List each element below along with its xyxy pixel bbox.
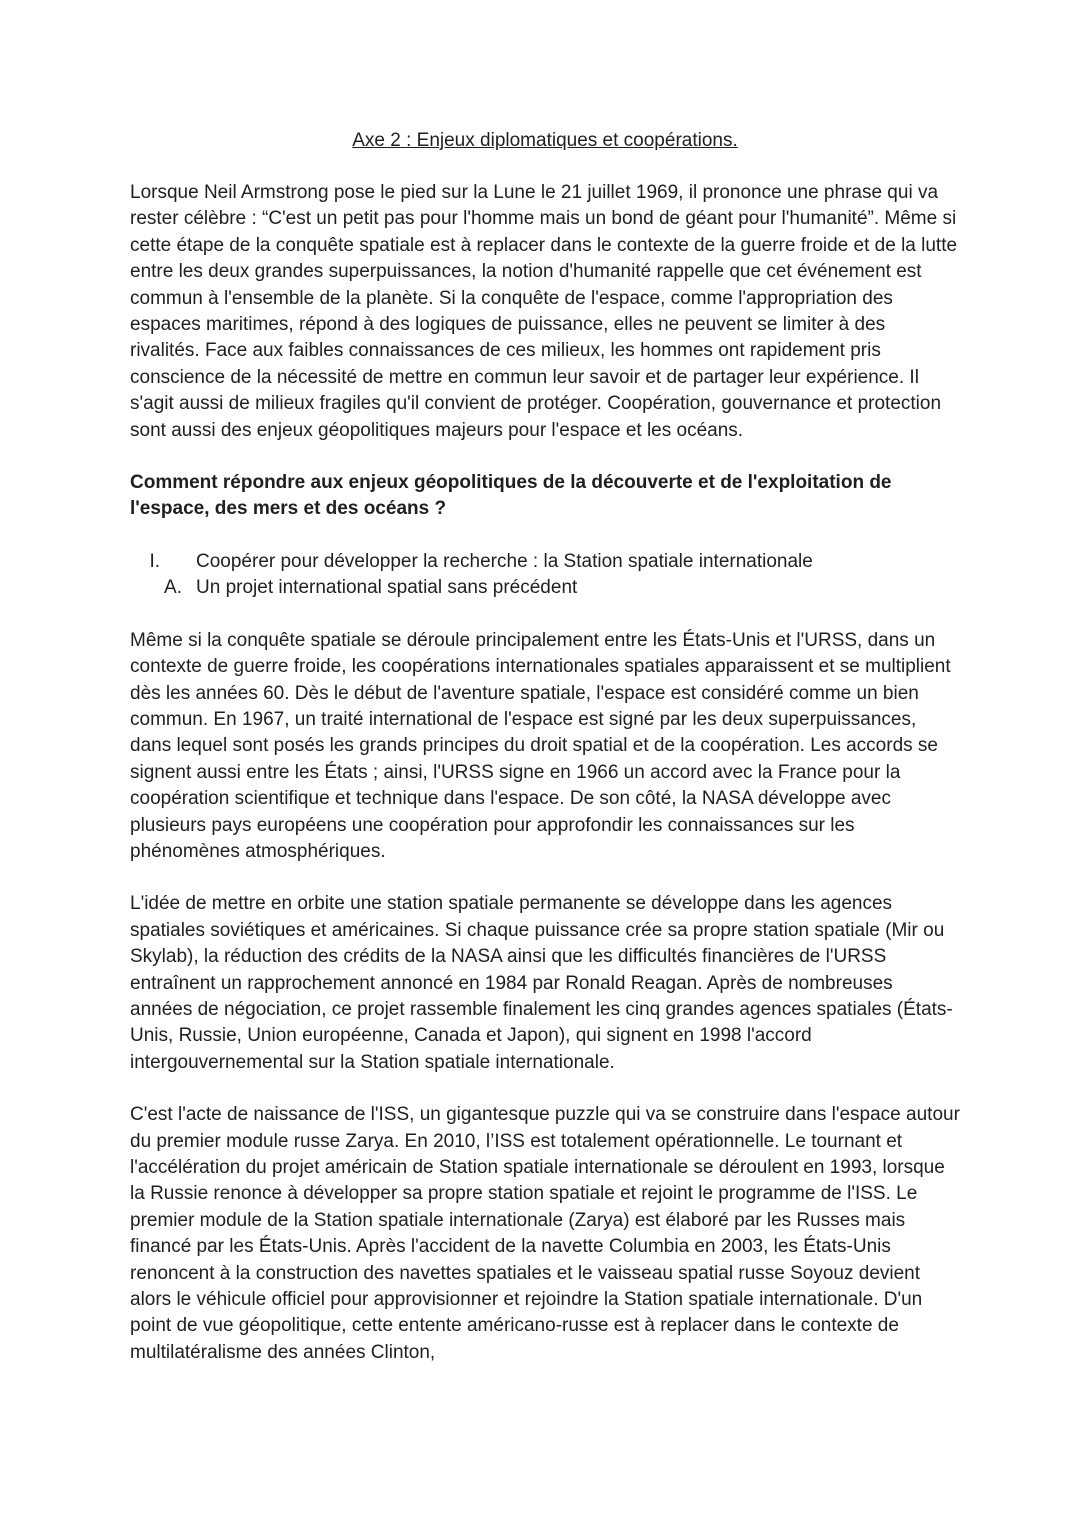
- outline-item: [130, 575, 960, 601]
- outline-text: Un projet international spatial sans précédent: [196, 577, 578, 599]
- outline-marker: I.: [149, 550, 160, 572]
- body-paragraph: C'est l'acte de naissance de l'ISS, un gigantesque puzzle qui va se construire dans l'espace autour du premier module russe Zarya. En 2010, l’ISS est totalement opérationnelle. Le tournant et l'accélération du projet américain de Station spatiale internationale se déroulent en 1993, lorsque la Russie renonce à développer sa propre station spatiale et rejoint le programme de l'ISS. Le premier module de la Station spatiale internationale (Zarya) est élaboré par les Russes mais financé par les États-Unis. Après l'accident de la navette Columbia en 2003, les États-Unis renoncent à la construction des navettes spatiales et le vaisseau spatial russe Soyouz devient alors le véhicule officiel pour approvisionner et rejoindre la Station spatiale internationale. D'un point de vue géopolitique, cette entente américano-russe est à replacer dans le contexte de multilatéralisme des années Clinton,: [130, 1104, 960, 1363]
- outline-item: [130, 549, 960, 575]
- outline-marker: A.: [164, 577, 182, 599]
- document-page: [130, 128, 960, 1392]
- outline-text: Coopérer pour développer la recherche : la Station spatiale internationale: [196, 550, 813, 572]
- body-paragraph: L'idée de mettre en orbite une station spatiale permanente se développe dans les agences spatiales soviétiques et américaines. Si chaque puissance crée sa propre station spatiale (Mir ou Skylab), la réduction des crédits de la NASA ainsi que les difficultés financières de l'URSS entraînent un rapprochement annoncé en 1984 par Ronald Reagan. Après de nombreuses années de négociation, ce projet rassemble finalement les cinq grandes agences spatiales (États-Unis, Russie, Union européenne, Canada et Japon), qui signent en 1998 l'accord intergouvernemental sur la Station spatiale internationale.: [130, 893, 953, 1073]
- body-paragraph: Même si la conquête spatiale se déroule principalement entre les États-Unis et l'URSS, dans un contexte de guerre froide, les coopérations internationales spatiales apparaissent et se multiplient dès les années 60. Dès le début de l'aventure spatiale, l'espace est considéré comme un bien commun. En 1967, un traité international de l'espace est signé par les deux superpuissances, dans lequel sont posés les grands principes du droit spatial et de la coopération. Les accords se signent aussi entre les États ; ainsi, l'URSS signe en 1966 un accord avec la France pour la coopération scientifique et technique dans l'espace. De son côté, la NASA développe avec plusieurs pays européens une coopération pour approfondir les connaissances sur les phénomènes atmosphériques.: [130, 629, 951, 862]
- document-title: Axe 2 : Enjeux diplomatiques et coopérations.: [352, 130, 738, 151]
- problem-question: Comment répondre aux enjeux géopolitiques de la découverte et de l'exploitation de l'espace, des mers et des océans ?: [130, 472, 892, 520]
- intro-paragraph: Lorsque Neil Armstrong pose le pied sur la Lune le 21 juillet 1969, il prononce une phrase qui va rester célèbre : “C'est un petit pas pour l'homme mais un bond de géant pour l'humanité”. Même si cette étape de la conquête spatiale est à replacer dans le contexte de la guerre froide et de la lutte entre les deux grandes superpuissances, la notion d'humanité rappelle que cet événement est commun à l'ensemble de la planète. Si la conquête de l'espace, comme l'appropriation des espaces maritimes, répond à des logiques de puissance, elles ne peuvent se limiter à des rivalités. Face aux faibles connaissances de ces milieux, les hommes ont rapidement pris conscience de la nécessité de mettre en commun leur savoir et de partager leur expérience. Il s'agit aussi de milieux fragiles qu'il convient de protéger. Coopération, gouvernance et protection sont aussi des enjeux géopolitiques majeurs pour l'espace et les océans.: [130, 182, 958, 441]
- section-outline: [130, 549, 960, 602]
